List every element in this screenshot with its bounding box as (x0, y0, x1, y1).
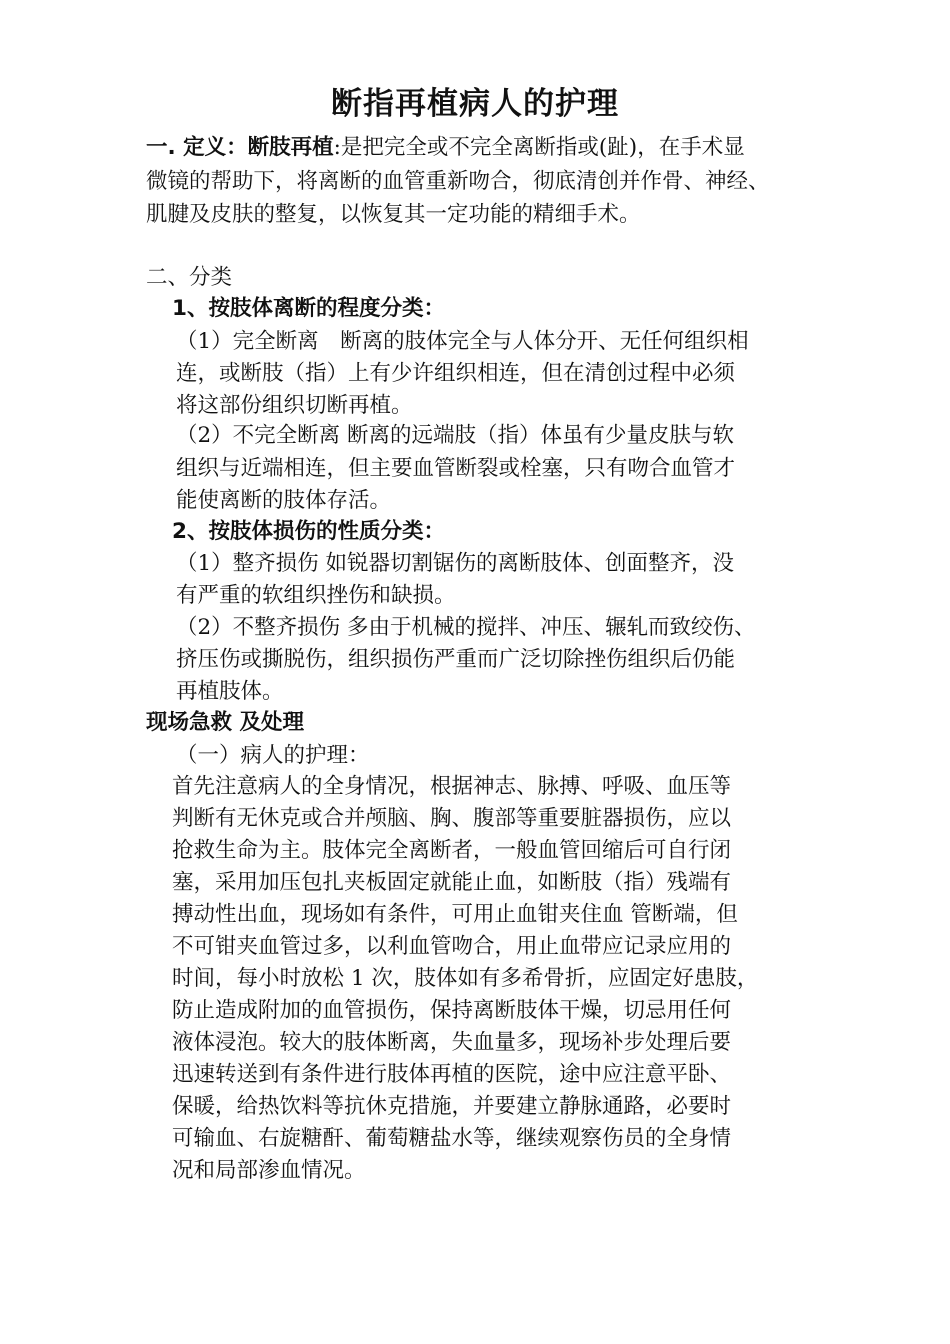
care-paragraph-line-10: 迅速转送到有条件进行肢体再植的医院，途中应注意平卧、 (172, 1062, 732, 1087)
complete-line-3: 将这部份组织切断再植。 (176, 393, 413, 418)
care-paragraph-line-3: 抢救生命为主。肢体完全离断者，一般血管回缩后可自行闭 (172, 838, 732, 863)
unclean-injury-line-3: 再植肢体。 (176, 679, 284, 704)
definition-text: :是把完全或不完全离断指或(趾)，在手术显 (333, 135, 745, 160)
by-degree-heading: 1、按肢体离断的程度分类： (172, 296, 445, 321)
care-paragraph-line-6: 不可钳夹血管过多，以利血管吻合，用止血带应记录应用的 (172, 934, 732, 959)
classification-heading: 二、分类 (146, 265, 233, 290)
definition-label: 一. 定义： (146, 135, 248, 160)
care-paragraph-line-5: 搏动性出血，现场如有条件，可用止血钳夹住血 管断端，但 (172, 902, 738, 927)
complete-line-1: （1）完全断离 断离的肢体完全与人体分开、无任何组织相 (176, 329, 749, 354)
page-title: 断指再植病人的护理 (331, 86, 619, 122)
unclean-injury-line-1: （2）不整齐损伤 多由于机械的搅拌、冲压、辗轧而致绞伤、 (176, 615, 756, 640)
care-paragraph-line-12: 可输血、右旋糖酐、葡萄糖盐水等，继续观察伤员的全身情 (172, 1126, 732, 1151)
care-paragraph-line-9: 液体浸泡。较大的肢体断离，失血量多，现场补步处理后要 (172, 1030, 732, 1055)
care-paragraph-line-4: 塞，采用加压包扎夹板固定就能止血，如断肢（指）残端有 (172, 870, 732, 895)
care-paragraph-line-13: 况和局部渗血情况。 (172, 1158, 366, 1183)
care-paragraph-line-1: 首先注意病人的全身情况，根据神志、脉搏、呼吸、血压等 (172, 774, 732, 799)
care-paragraph-line-8: 防止造成附加的血管损伤，保持离断肢体干燥，切忌用任何 (172, 998, 732, 1023)
patient-care-subheading: （一）病人的护理： (176, 743, 370, 768)
definition-line-1 (146, 132, 745, 164)
clean-injury-line-1: （1）整齐损伤 如锐器切割锯伤的离断肢体、创面整齐，没 (176, 551, 735, 576)
by-nature-heading: 2、按肢体损伤的性质分类： (172, 519, 445, 544)
definition-line-2: 微镜的帮助下，将离断的血管重新吻合，彻底清创并作骨、神经、 (146, 169, 770, 194)
incomplete-line-1: （2）不完全断离 断离的远端肢（指）体虽有少量皮肤与软 (176, 423, 735, 448)
clean-injury-line-2: 有严重的软组织挫伤和缺损。 (176, 583, 456, 608)
care-paragraph-line-2: 判断有无休克或合并颅脑、胸、腹部等重要脏器损伤，应以 (172, 806, 732, 831)
first-aid-heading: 现场急救 及处理 (146, 710, 304, 735)
incomplete-line-3: 能使离断的肢体存活。 (176, 488, 392, 513)
care-paragraph-line-11: 保暖，给热饮料等抗休克措施，并要建立静脉通路，必要时 (172, 1094, 732, 1119)
incomplete-line-2: 组织与近端相连，但主要血管断裂或栓塞，只有吻合血管才 (176, 456, 736, 481)
definition-line-3: 肌腱及皮肤的整复，以恢复其一定功能的精细手术。 (146, 202, 641, 227)
complete-line-2: 连，或断肢（指）上有少许组织相连，但在清创过程中必须 (176, 361, 736, 386)
unclean-injury-line-2: 挤压伤或撕脱伤，组织损伤严重而广泛切除挫伤组织后仍能 (176, 647, 736, 672)
care-paragraph-line-7: 时间，每小时放松 1 次，肢体如有多希骨折，应固定好患肢， (172, 966, 759, 991)
definition-term: 断肢再植 (247, 135, 334, 160)
